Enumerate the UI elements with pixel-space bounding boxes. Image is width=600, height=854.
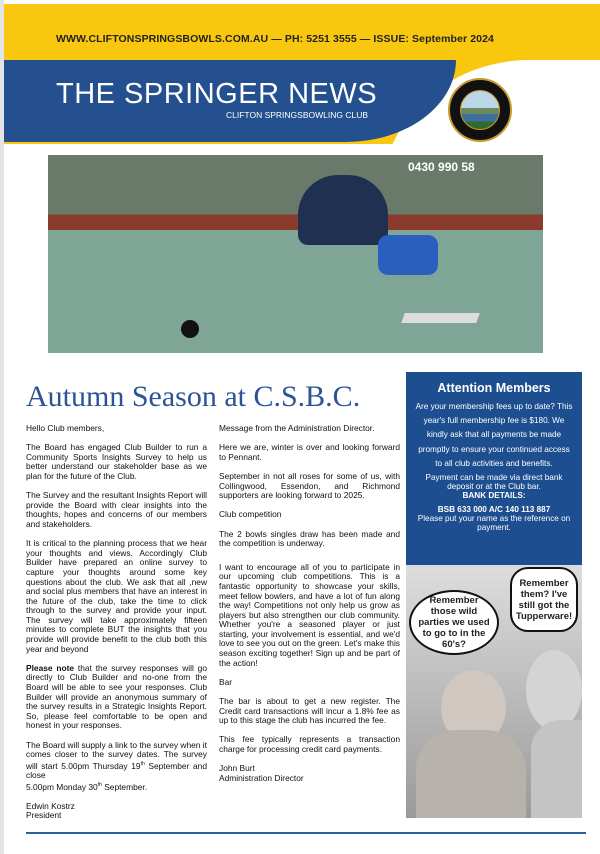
- paragraph: The Board has engaged Club Builder to run a Community Sports Insights Survey to help us better understand our stakeholder base as we plan for the future of the Club.: [26, 442, 207, 481]
- payment-reference: Please put your name as the reference on payment.: [417, 513, 571, 533]
- attention-body: Are your membership fees up to date? This year's full membership fee is $180. We kindly ask that all payments be made promptly to ensure your continued access to all club activities and benefits.: [415, 402, 573, 468]
- paragraph: It is critical to the planning process that we hear your thoughts and views. Accordingly Club Builder have prepared an online survey to capture your thoughts around some key questions about the club. We ask that all ,new and social plus members that have an interest in the future of the club, take the time to click through to the survey and provide your input. The survey will take approximately fifteen minutes to complete BUT the insights that you provide will provide benefit to the club both this year and beyond: [26, 538, 207, 654]
- attention-members-box: [406, 372, 582, 565]
- bowling-mat: [401, 313, 480, 323]
- paragraph: The 2 bowls singles draw has been made and the competition is underway.: [219, 528, 400, 549]
- photo-sign: 0430 990 58: [408, 160, 475, 174]
- paragraph: September in not all roses for some of us, with Collingwood, Essendon, and Richmond supporters are looking forward to 2025.: [219, 470, 400, 501]
- bowler-legs: [378, 235, 438, 275]
- club-logo: [448, 78, 512, 142]
- paragraph: Message from the Administration Director.: [219, 423, 375, 433]
- newsletter-subtitle: CLIFTON SPRINGSBOWLING CLUB: [226, 110, 369, 120]
- bank-label: BANK DETAILS:: [462, 491, 526, 501]
- section-heading: Bar: [219, 676, 233, 687]
- paragraph: Here we are, winter is over and looking forward to Pennant.: [219, 442, 400, 462]
- payment-info: Payment can be made via direct bank deposit or at the Club bar.: [425, 473, 563, 492]
- meme-image: [406, 565, 582, 818]
- paragraph: Hello Club members,: [26, 423, 105, 433]
- bowler-figure: [298, 175, 388, 245]
- section-heading: Club competition: [219, 509, 282, 520]
- logo-emblem: [460, 90, 500, 130]
- header-contact-line: WWW.CLIFTONSPRINGSBOWLS.COM.AU — PH: 5251 3555 — ISSUE: September 2024: [56, 33, 494, 45]
- bowling-ball: [181, 320, 199, 338]
- paragraph: The Survey and the resultant Insights Report will provide the Board with clear insights into the thoughts, hopes and concerns of our members and stakeholders.: [26, 490, 207, 529]
- paragraph: I want to encourage all of you to participate in our upcoming club competitions. This is a fantastic opportunity to showcase your skills, meet fellow bowlers, and have a lot of fun along the way! Competitions not only help us grow as players but also strengthen our club community. Whether you're a seasoned player or just starting, your involvement is essential, and we'd love to see you out on the green. Let's make this season exciting together! Sign up and be part of the action!: [219, 561, 400, 668]
- paragraph: Please note that the survey responses will go directly to Club Builder and no-one from the Board will be able to see your responses. Club Builder will provide an anonymous summary of the survey results in a Strategic Insights Report. So, please feel comfortable to be open and honest in your responses.: [26, 662, 207, 731]
- admin-column: [219, 424, 400, 783]
- president-column: [26, 424, 207, 821]
- bowler-photo: [48, 155, 543, 353]
- president-signature: Edwin Kostrz President: [26, 800, 75, 821]
- paragraph: This fee typically represents a transaction charge for processing credit card payments.: [219, 734, 400, 754]
- newsletter-title: THE SPRINGER NEWS: [56, 78, 378, 110]
- admin-signature: John Burt Administration Director: [219, 763, 304, 783]
- attention-title: Attention Members: [437, 381, 551, 395]
- paragraph: The bar is about to get a new register. The Credit card transactions will incur a 1.8% fee as up to this stage the club has incurred the fee.: [219, 696, 400, 726]
- footer-divider: [26, 832, 586, 834]
- bank-details: BSB 633 000 A/C 140 113 887: [437, 504, 551, 514]
- paragraph: The Board will supply a link to the survey when it comes closer to the survey dates. The survey will start 5.00pm Thursday 19th September and close 5.00pm Monday 30th September.: [26, 739, 207, 792]
- article-headline: Autumn Season at C.S.B.C.: [26, 380, 361, 413]
- speech-bubble-left: Remember those wild parties we used to go to in the 60's?: [409, 590, 499, 655]
- speech-bubble-right: Remember them? I've still got the Tupperware!: [510, 567, 578, 632]
